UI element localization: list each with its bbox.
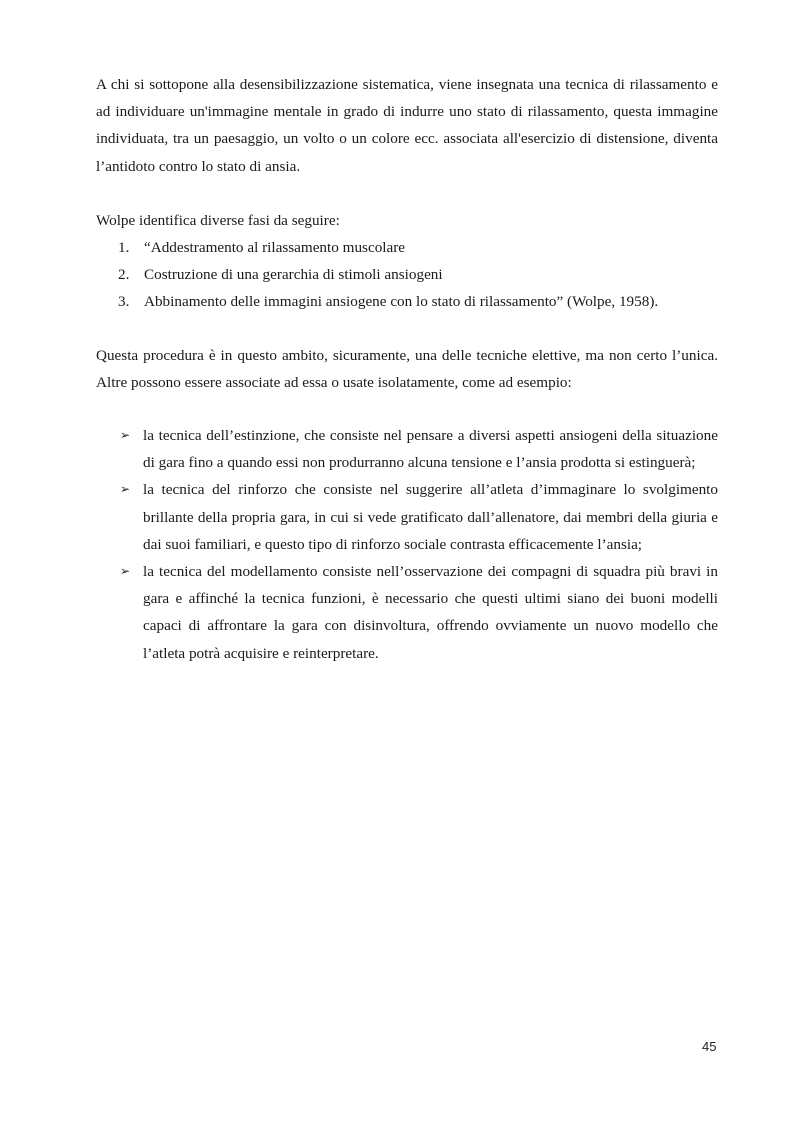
list-item: [96, 234, 718, 261]
paragraph-desensitization: A chi si sottopone alla desensibilizzazione sistematica, viene insegnata una tecnica di rilassamento e ad individuare un'immagine mentale in grado di indurre uno stato di rilassamento, questa immagine individuata, tra un paesaggio, un volto o un colore ecc. associata all'esercizio di distensione, diventa l’antidoto contro lo stato di ansia.: [96, 76, 718, 175]
arrow-bullet-icon: ➢: [120, 564, 131, 579]
list-item-number: 3.: [118, 293, 130, 311]
techniques-list: [96, 422, 718, 667]
list-item-text: la tecnica del rinforzo che consiste nel suggerire all’atleta d’immaginare lo svolgimento brillante della propria gara, in cui si vede gratificato dall’allenatore, dai membri della giuria e dai suoi familiari, e questo tipo di rinforzo sociale contrasta efficacemente l’ansia;: [143, 481, 718, 553]
paragraph-wolpe-intro: Wolpe identifica diverse fasi da seguire:: [96, 211, 340, 229]
list-item-text: la tecnica dell’estinzione, che consiste nel pensare a diversi aspetti ansiogeni della situazione di gara fino a quando essi non produrranno alcuna tensione e l’ansia prodotta si estinguerà;: [143, 427, 718, 472]
page-number: 45: [702, 1039, 717, 1054]
list-item: [96, 558, 718, 667]
list-item: [96, 476, 718, 558]
wolpe-phases-list: [96, 234, 718, 316]
list-item: [96, 261, 718, 288]
list-item-text: Abbinamento delle immagini ansiogene con lo stato di rilassamento” (Wolpe, 1958).: [144, 293, 659, 311]
paragraph-procedure: Questa procedura è in questo ambito, sicuramente, una delle tecniche elettive, ma non certo l’unica. Altre possono essere associate ad essa o usate isolatamente, come ad esempio:: [96, 346, 718, 391]
list-item-text: la tecnica del modellamento consiste nell’osservazione dei compagni di squadra più bravi in gara e affinché la tecnica funzioni, è necessario che questi ultimi siano dei buoni modelli capaci di affrontare la gara con disinvoltura, offrendo ovviamente un nuovo modello che l’atleta potrà acquisire e reinterpretare.: [143, 563, 718, 662]
page-body: [96, 71, 718, 667]
list-item: [96, 288, 718, 315]
list-item-number: 2.: [118, 266, 130, 284]
list-item-text: “Addestramento al rilassamento muscolare: [144, 239, 406, 257]
list-item-text: Costruzione di una gerarchia di stimoli ansiogeni: [144, 266, 443, 284]
list-item-number: 1.: [118, 239, 130, 257]
arrow-bullet-icon: ➢: [120, 428, 131, 443]
arrow-bullet-icon: ➢: [120, 482, 131, 497]
list-item: [96, 422, 718, 476]
